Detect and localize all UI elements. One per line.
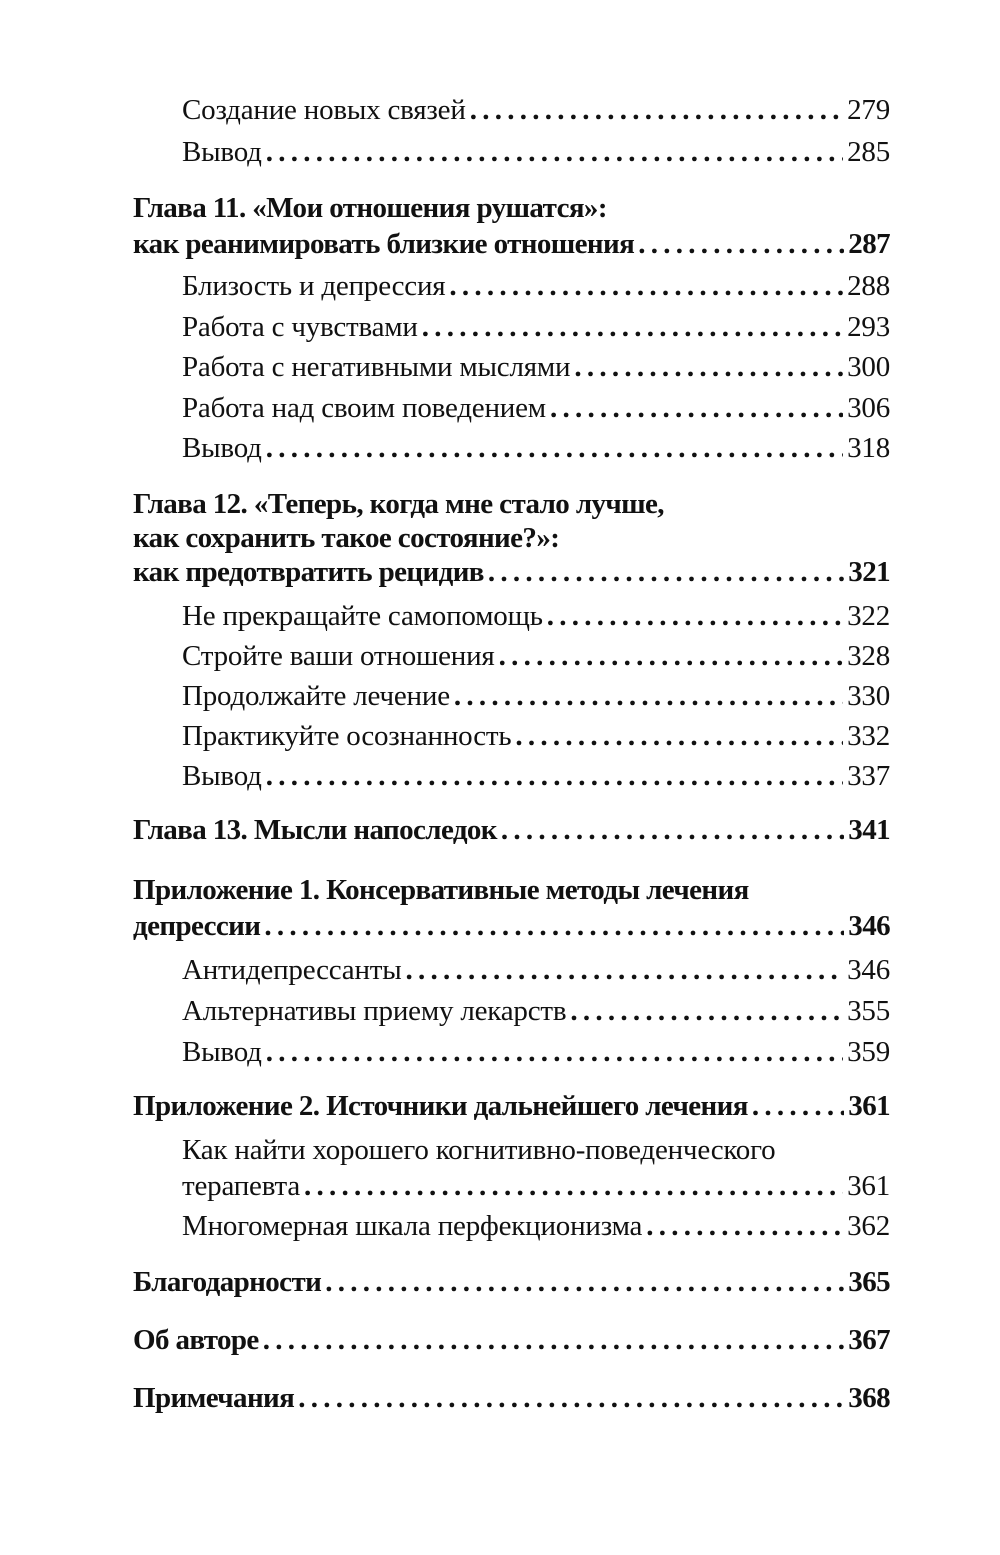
toc-page-number: 362 xyxy=(847,1210,890,1242)
toc-page-number: 330 xyxy=(847,680,890,712)
toc-leader-dots xyxy=(325,1264,844,1300)
toc-leader-dots xyxy=(263,1322,845,1358)
toc-page-number: 279 xyxy=(847,94,890,126)
toc-page-number: 368 xyxy=(848,1382,890,1414)
toc-entry-title: Приложение 1. Консервативные методы лечения xyxy=(133,874,749,906)
toc-entry-title: Альтернативы приему лекарств xyxy=(182,995,567,1027)
toc-entry xyxy=(182,993,890,1029)
toc-entry xyxy=(182,134,890,170)
toc-page-number: 359 xyxy=(847,1036,890,1068)
toc-leader-dots xyxy=(406,952,844,988)
toc-leader-dots xyxy=(454,678,843,714)
toc-page-number: 288 xyxy=(847,270,890,302)
toc-entry xyxy=(182,1168,890,1204)
toc-entry-title: Как найти хорошего когнитивно-поведенческого xyxy=(182,1134,776,1166)
toc-entry-title: Близость и депрессия xyxy=(182,270,446,302)
toc-page-number: 318 xyxy=(847,432,890,464)
toc-leader-dots xyxy=(547,598,843,634)
toc-page-number: 341 xyxy=(848,814,890,846)
toc-entry xyxy=(182,718,890,754)
toc-page-number: 346 xyxy=(848,910,890,942)
toc-entry-title: Антидепрессанты xyxy=(182,954,402,986)
toc-leader-dots xyxy=(570,993,843,1029)
toc-entry-title: Создание новых связей xyxy=(182,94,466,126)
toc-chapter-entry xyxy=(133,226,890,262)
toc-entry xyxy=(182,1034,890,1070)
toc-chapter-entry xyxy=(133,554,890,590)
toc-entry-title: Работа с негативными мыслями xyxy=(182,351,571,383)
toc-entry xyxy=(182,309,890,345)
toc-page-number: 328 xyxy=(847,640,890,672)
toc-entry xyxy=(182,349,890,385)
toc-leader-dots xyxy=(488,554,844,590)
toc-leader-dots xyxy=(298,1380,844,1416)
toc-page-number: 306 xyxy=(847,392,890,424)
toc-leader-dots xyxy=(752,1088,844,1124)
toc-chapter-heading xyxy=(133,190,890,226)
toc-entry-title: как предотвратить рецидив xyxy=(133,556,484,588)
toc-entry-title: Глава 12. «Теперь, когда мне стало лучше, xyxy=(133,488,664,520)
toc-entry-title: Практикуйте осознанность xyxy=(182,720,512,752)
toc-leader-dots xyxy=(638,226,844,262)
toc-chapter-heading xyxy=(133,486,890,522)
toc-entry-title: Вывод xyxy=(182,432,262,464)
toc-chapter-entry xyxy=(133,812,890,848)
toc-page-number: 337 xyxy=(847,760,890,792)
toc-entry-title: Глава 11. «Мои отношения рушатся»: xyxy=(133,192,607,224)
toc-leader-dots xyxy=(264,908,844,944)
toc-entry-title: Не прекращайте самопомощь xyxy=(182,600,543,632)
toc-leader-dots xyxy=(266,1034,843,1070)
toc-chapter-entry xyxy=(133,1264,890,1300)
toc-entry xyxy=(182,598,890,634)
toc-entry xyxy=(182,268,890,304)
toc-entry-title: терапевта xyxy=(182,1170,300,1202)
toc-leader-dots xyxy=(266,430,843,466)
toc-leader-dots xyxy=(501,812,844,848)
toc-entry xyxy=(182,430,890,466)
toc-leader-dots xyxy=(449,268,843,304)
toc-page-number: 367 xyxy=(848,1324,890,1356)
toc-page-number: 361 xyxy=(848,1090,890,1122)
toc-page-number: 332 xyxy=(847,720,890,752)
toc-page-number: 321 xyxy=(848,556,890,588)
toc-entry xyxy=(182,678,890,714)
toc-leader-dots xyxy=(574,349,843,385)
toc-page-number: 287 xyxy=(848,228,890,260)
toc-page-number: 322 xyxy=(847,600,890,632)
toc-chapter-entry xyxy=(133,908,890,944)
toc-entry-title: Многомерная шкала перфекционизма xyxy=(182,1210,643,1242)
toc-page-number: 300 xyxy=(847,351,890,383)
toc-leader-dots xyxy=(499,638,844,674)
toc-page-number: 355 xyxy=(847,995,890,1027)
toc-chapter-entry xyxy=(133,1088,890,1124)
toc-leader-dots xyxy=(422,309,843,345)
toc-leader-dots xyxy=(515,718,843,754)
toc-entry xyxy=(182,390,890,426)
toc-entry-title: Работа над своим поведением xyxy=(182,392,546,424)
toc-leader-dots xyxy=(550,390,843,426)
toc-page-number: 346 xyxy=(847,954,890,986)
toc-chapter-heading xyxy=(133,520,890,556)
toc-entry-title: депрессии xyxy=(133,910,261,942)
toc-chapter-entry xyxy=(133,1322,890,1358)
toc-leader-dots xyxy=(470,92,843,128)
toc-entry-title: Глава 13. Мысли напоследок xyxy=(133,814,497,846)
toc-page-number: 365 xyxy=(848,1266,890,1298)
toc-entry-heading xyxy=(182,1132,890,1168)
toc-chapter-heading xyxy=(133,872,890,908)
toc-page-number: 293 xyxy=(847,311,890,343)
toc-entry-title: Об авторе xyxy=(133,1324,259,1356)
toc-entry-title: Вывод xyxy=(182,760,262,792)
toc-entry xyxy=(182,92,890,128)
toc-page-number: 285 xyxy=(847,136,890,168)
toc-entry-title: Работа с чувствами xyxy=(182,311,418,343)
toc-entry-title: Продолжайте лечение xyxy=(182,680,450,712)
toc-entry xyxy=(182,758,890,794)
toc-entry xyxy=(182,638,890,674)
toc-leader-dots xyxy=(646,1208,843,1244)
toc-entry-title: Приложение 2. Источники дальнейшего лечения xyxy=(133,1090,748,1122)
toc-entry xyxy=(182,952,890,988)
toc-entry-title: Вывод xyxy=(182,136,262,168)
toc-chapter-entry xyxy=(133,1380,890,1416)
toc-entry-title: Вывод xyxy=(182,1036,262,1068)
toc-entry-title: как реанимировать близкие отношения xyxy=(133,228,635,260)
toc-leader-dots xyxy=(266,134,843,170)
toc-entry-title: Стройте ваши отношения xyxy=(182,640,495,672)
toc-leader-dots xyxy=(266,758,843,794)
toc-entry-title: как сохранить такое состояние?»: xyxy=(133,522,560,554)
toc-page-number: 361 xyxy=(847,1170,890,1202)
toc-entry-title: Примечания xyxy=(133,1382,295,1414)
toc-leader-dots xyxy=(304,1168,843,1204)
toc-entry xyxy=(182,1208,890,1244)
toc-entry-title: Благодарности xyxy=(133,1266,322,1298)
